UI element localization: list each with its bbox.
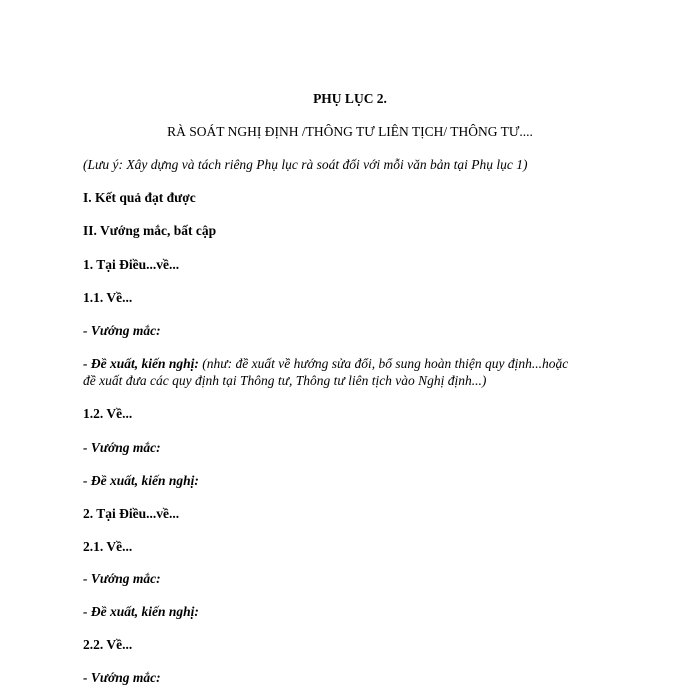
section-1-heading: I. Kết quả đạt được <box>83 190 196 205</box>
proposal-label-2-1: - Đề xuất, kiến nghị: <box>83 604 199 619</box>
obstacle-label-1-1: - Vướng mắc: <box>83 323 161 338</box>
appendix-subtitle: RÀ SOÁT NGHỊ ĐỊNH /THÔNG TƯ LIÊN TỊCH/ THÔNG TƯ.... <box>167 124 533 139</box>
section-2-heading: II. Vướng mắc, bất cập <box>83 223 217 238</box>
proposal-label-1-2: - Đề xuất, kiến nghị: <box>83 473 199 488</box>
subitem-2-2-heading: 2.2. Về... <box>83 637 133 652</box>
article-1-heading: 1. Tại Điều...về... <box>83 257 180 272</box>
subitem-1-1-heading: 1.1. Về... <box>83 290 133 305</box>
obstacle-label-1-2: - Vướng mắc: <box>83 440 161 455</box>
proposal-label-1-1: - Đề xuất, kiến nghị: <box>83 356 199 371</box>
subitem-2-1-heading: 2.1. Về... <box>83 539 133 554</box>
appendix-title: PHỤ LỤC 2. <box>313 91 387 106</box>
proposal-hint-line-1: (như: đề xuất về hướng sửa đổi, bổ sung hoàn thiện quy định...hoặc <box>198 356 569 371</box>
obstacle-label-2-1: - Vướng mắc: <box>83 571 161 586</box>
subitem-1-2-heading: 1.2. Về... <box>83 406 133 421</box>
article-2-heading: 2. Tại Điều...về... <box>83 506 180 521</box>
proposal-hint-line-2: đề xuất đưa các quy định tại Thông tư, Thông tư liên tịch vào Nghị định...) <box>83 373 487 388</box>
proposal-block-1-1 <box>83 356 568 372</box>
note-text: (Lưu ý: Xây dựng và tách riêng Phụ lục rà soát đối với mỗi văn bản tại Phụ lục 1) <box>83 157 528 172</box>
obstacle-label-2-2: - Vướng mắc: <box>83 670 161 685</box>
